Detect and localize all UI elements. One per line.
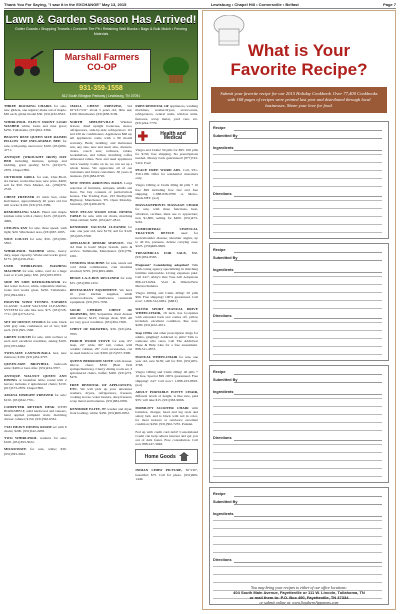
classified-ad-text: Viagra 100mg and Cialis 20mg! 40 pills + 10 free. Special $99 100% guaranteed. Free shipping! 24/7 Call now! 1-888-223-8818. (not): [135, 370, 199, 387]
classified-ad: [70, 225, 133, 238]
write-in-line[interactable]: [234, 382, 382, 383]
classified-ad: [4, 335, 67, 348]
write-in-line[interactable]: [234, 374, 382, 375]
classified-ad-heading: APPLIANCE REPAIR SERVICE.: [69, 240, 125, 245]
classified-ad-heading: NICE COUCH: [4, 237, 28, 242]
classified-ad-heading: USED WHIRLPOOL WASHING MACHINE: [4, 264, 67, 273]
classified-ad-text: 25 cubic feet, older Kelvinator, approximately 40 years old but still works; $100. (931)722-3389.: [4, 194, 67, 208]
classified-column-3: [135, 104, 198, 610]
classified-ad: [70, 339, 133, 356]
classified-ad-text: including mattress, springs and bedding, great quality; $175. (615)573-2879. Chapel Hill.: [4, 159, 67, 172]
recipe-title-line-1: What is Your: [247, 41, 351, 60]
house-icon: [179, 452, 189, 461]
classified-ad-text: WITH BOOKSHELF, solid hardwood and veneers, hand applied pumpkin stain, matching drawer cabinet; $150. (931)592-6561.: [4, 404, 67, 422]
classified-ad-text: for sale, Char-Broil, six burner, works like new, new price, $400; sell for $50. New Market, AL. (256)379-2518.: [4, 174, 67, 192]
write-in-line[interactable]: [234, 440, 382, 441]
classified-ad-text: 36"x30", beautiful; $75. Call for photo. (931)609-1446.: [135, 468, 199, 481]
classified-ad-text: bed, new mattress; $100. (931)434-3707.: [4, 350, 67, 359]
recipe-footer: [207, 585, 391, 605]
classified-ad: [4, 195, 67, 208]
classified-ad-text: with batteries, charger, head and leg rests and safety belt, and is black with red in color, for most indoors or outdoors; excellent condition; $450. (931)302-7235. Pulaski.: [135, 405, 199, 427]
write-in-line[interactable]: [234, 496, 382, 497]
header-right: Lewisburg • Chapel Hill • Cornersville • Belfast: [210, 2, 299, 7]
classified-ad-text: for sale, one year old, new $179; sell for $120. (931)205-3768.: [69, 225, 133, 238]
write-in-line[interactable]: [213, 284, 382, 285]
classified-ad-text: We have all your kitchen supplies, small wares/cookware, smallwares, restaurant equipment. (931)355-7050.: [69, 287, 133, 305]
write-in-line[interactable]: [213, 232, 382, 233]
lawn-ad-address: 812 South Ellington Parkway | Lewisburg, TN 37091: [61, 94, 141, 98]
classified-ad: [4, 405, 67, 422]
classified-ad-text: set with 6 chairs; $200. (931)542-2208.: [4, 424, 67, 433]
classified-ad-text: $50. (931)934-8565.: [135, 251, 199, 260]
write-in-line[interactable]: [213, 444, 382, 445]
classified-ad-heading: ADULT PORTABLE POTTY CHAIR,: [135, 389, 199, 394]
write-in-line[interactable]: [213, 582, 382, 583]
write-in-line[interactable]: [213, 536, 382, 537]
footer-line-4: or submit online at: www.SouthernApparons.com: [259, 600, 339, 605]
classified-ad-heading: TWO WHIRLPOOL: [4, 436, 38, 440]
page-number: Page 7: [383, 2, 396, 7]
classified-ad: [70, 276, 133, 284]
classified-ad-heading: SMALL CHEST FREEZER,: [69, 104, 122, 108]
write-in-line[interactable]: [213, 216, 382, 217]
coop-brand-co: CO-OP: [87, 62, 117, 72]
recipe-entry-block[interactable]: [209, 243, 389, 361]
classified-ad-text: $30. (931)434-7095.: [69, 327, 133, 336]
classified-ad-heading: PORCH WOOD STOVE: [69, 338, 111, 343]
classified-ad-text: washers for sale; $100. (931)393-3022.: [4, 436, 67, 445]
classified-ad: [70, 383, 133, 404]
lawn-garden-ad[interactable]: [4, 10, 198, 100]
classified-ad: [135, 430, 198, 447]
classified-ad: [70, 241, 133, 258]
classified-ad-heading: FREE REMOVAL OF APPLIANCES, ETC.: [69, 382, 133, 391]
write-in-line[interactable]: [213, 574, 382, 575]
classified-ad: [135, 251, 198, 259]
write-in-line[interactable]: [213, 422, 382, 423]
classified-ad-heading: BEAUTY REST QUEEN SIZE RAISED PILLOW TOP INFLATABLE BED: [4, 135, 67, 144]
shrub-icon: [161, 55, 191, 83]
classified-ad-heading: NORTH SHELBYVILLE: [69, 119, 114, 124]
classified-ad-heading: PEACE FREE WORD ADS.: [135, 167, 182, 172]
recipe-submission-form: [209, 121, 389, 605]
classified-ad: [4, 237, 67, 245]
classified-ad: [4, 436, 67, 444]
classified-ad: [4, 300, 67, 317]
classified-ad: [135, 331, 198, 352]
classified-ad-heading: VENDING MACHINE: [69, 260, 105, 265]
classified-ad: [135, 468, 198, 481]
write-in-line[interactable]: [213, 354, 382, 355]
directions-field-label: Directions: [213, 436, 232, 440]
classified-ad: [135, 168, 198, 181]
classified-ad-text: for sale, with recliner at each end; excellent condition, asking $100. (931)703-6662.: [4, 335, 67, 348]
classified-ad-text: Hand and maple kitchen table with 4 chairs; $125. (931)433-4969.: [4, 210, 67, 223]
classified-ad-text: Viagra 100mg or Cialis 20mg 40 pills + 10 free $99 including free fast and free shipping. 1-888-836-0780 or Metro-Meds.NET. (not): [135, 183, 199, 201]
write-in-line[interactable]: [213, 406, 382, 407]
classified-ad-text: Windsor drawer, dried upright bookcase, stereo, refrigerators, side-by-side refrigerators 110 and 220 air conditioners. Appliances $60 up. All appliances come with a 90 month warranty. Beds; bedding; and mattresses sets, any size, new and used; also, dressers, chairs, couch sets; recliners, tables, bookshelves, end tables; matching coffee tables/end tables. New and used appliances twice weekly. Come on in, we can set up a whole house. We appreciate all of our customers and future customers. 30 years in business. (931)684-8720.: [69, 119, 133, 179]
recipe-field-label: Recipe: [213, 492, 226, 496]
classified-ad: [4, 175, 67, 192]
classified-ad: [4, 425, 67, 433]
classified-ad-text: for sale, with six chairs, matching china cabinet; $450. (931)427-2812.: [69, 213, 133, 223]
classified-ad-text: for sale, white, can't do a huge load or it will jump; $50. (931)583-8703.: [4, 268, 67, 277]
write-in-line[interactable]: [213, 300, 382, 301]
classified-ad-heading: HOOVER WIND TUNNEL T-SERIES: [4, 299, 67, 304]
write-in-line[interactable]: [213, 208, 382, 209]
write-in-line[interactable]: [213, 322, 382, 323]
classified-ad-text: 18 inch, has footplates with extended back rest comes off, pillow included, excellent condition, like new. $200. (931)222-4011.: [135, 310, 199, 328]
classified-ad: [4, 249, 67, 262]
classified-ad-heading: SET OF OFFICE STOOLS: [4, 319, 46, 324]
classified-ad-text: for sale, 65" deep, 24" wide, 60" tall, comes with ceramic cabinet, 26" cord accessories, can be used inside or out; $300. (615)557-3390.: [69, 338, 133, 356]
classified-ad: [135, 183, 198, 200]
recipe-subtitle: Submit your favorite recipe for our 2015 Holiday Cookbook. Over 77,400 Cookbooks with 168 pages of recipes were printed last year and distributed through local businesses. Share your love for food.: [211, 87, 387, 113]
classified-ad: [70, 120, 133, 179]
health-medical-label: Health and Medical: [160, 130, 186, 142]
write-in-line[interactable]: [213, 460, 382, 461]
classified-ad: [135, 227, 198, 248]
classified-ad-heading: MASSAGEPRINTS MASSAGE CHAIR: [135, 203, 199, 208]
recipe-banner: [203, 11, 395, 113]
write-in-line[interactable]: [234, 318, 382, 319]
classified-ad-text: for sale, with three functions, heat, vibration, recliner, must see to appreciate; new $1,800, selling for $400. (931)473-9261.: [135, 207, 199, 225]
classified-ad-text: Large selection of furniture, antiques, smalls and more. We buy contents of partial/whole houses. The Trading Post, 193 Shelbyville Highway, Manchester, TN. Open Monday-Saturday. (931)409-2676.: [69, 181, 133, 207]
classified-ad-heading: TREADMILLS FOR SALE,: [135, 251, 187, 256]
classified-ad: [4, 135, 67, 152]
coop-brand: [53, 49, 151, 83]
submitted-by-field-label: Submitted By: [213, 134, 238, 138]
classified-ad: [4, 226, 67, 234]
write-in-line[interactable]: [234, 516, 382, 517]
classified-ad: [70, 181, 133, 206]
classified-ad: [135, 291, 198, 304]
classified-ad-heading: Stop OTRs: [135, 330, 153, 335]
classified-column-2: [70, 104, 133, 610]
classified-ad: [135, 203, 198, 224]
ingredients-field-label: Ingredients: [213, 146, 234, 150]
write-in-line[interactable]: [213, 520, 382, 521]
ingredients-field-label: Ingredients: [213, 512, 234, 516]
classified-ad-heading: MANUAL WHEELCHAIR: [135, 354, 178, 359]
classified-ad-text: for sale, new gliders, one regular; make out of maple. $65 each; glider model $30. (931)232-8522.: [4, 104, 67, 117]
home-goods-label: Home Goods: [144, 453, 176, 460]
classified-ad-heading: NEW ITEMS ARRIVING DAILY.: [69, 181, 123, 186]
recipe-title-line-2: Favorite Recipe?: [230, 60, 368, 79]
classified-ad: [4, 120, 67, 133]
classified-ad-heading: MOBILITY SCOOTER CHAIR: [135, 405, 189, 410]
classified-ad-heading: WHIRLPOOL WASHER: [4, 248, 45, 253]
classified-ad-text: for sale, with pump, used once; $100. (931)684-4771.: [4, 139, 67, 152]
classified-ad-text: CLASSIC 3-AMP VACUUM CLEANING SYSTEM for sale like new, $75. (931)728-7711. (931)273-6174.: [4, 303, 67, 317]
write-in-line[interactable]: [213, 276, 382, 277]
submitted-by-field-label: Submitted By: [213, 500, 238, 504]
write-in-line[interactable]: [213, 452, 382, 453]
recipe-field-label: Recipe: [213, 248, 226, 252]
lawn-mower-icon: [11, 51, 45, 77]
classified-ad-text: used for neck/shoulder disease, shoulder angles, up to 40 lbs, pressure, deluxe carrying case; $225. (256)469-9605.: [135, 231, 199, 249]
write-in-line[interactable]: [213, 430, 382, 431]
classified-ad-heading: SILVER SPORT MANUAL DRIVE WHEELCHAIR,: [135, 306, 199, 315]
write-in-line[interactable]: [234, 260, 382, 261]
classified-ad: [4, 210, 67, 223]
write-in-line[interactable]: [234, 394, 382, 395]
classified-ad-heading: SOLID CHERRY CHEST OF DRAWERS,: [69, 307, 133, 316]
footer-line-1: You may bring your recipes to either of our office locations:: [251, 585, 347, 590]
classified-ad: [135, 355, 198, 368]
chef-hat-icon: [211, 15, 247, 49]
classified-ad: [135, 263, 198, 288]
classified-ad: [4, 393, 67, 401]
recipe-field-label: Recipe: [213, 370, 226, 374]
write-in-line[interactable]: [234, 504, 382, 505]
classified-ad: [4, 362, 67, 370]
classified-ad: [70, 261, 133, 274]
write-in-line[interactable]: [213, 566, 382, 567]
classified-ad-heading: ANTIQUE WALNUT QUEEN ANN DINING: [4, 373, 67, 382]
classified-ad: [135, 370, 198, 387]
classified-ad-heading: NICE PECAN WOOD OVAL DINING TABLE: [69, 209, 133, 218]
health-medical-header: [135, 128, 198, 144]
classified-ad-heading: CEILING FAN: [4, 225, 28, 230]
classified-ad: [135, 148, 198, 165]
classified-ad: [4, 447, 67, 455]
classified-ad-heading: REMODELING SALE.: [4, 210, 41, 215]
classified-ad-heading: CHEST FREEZER: [4, 194, 35, 199]
classified-ad-text: with dresser, mirror, chest; $350 (Best firm springs/mattress). Cherry dining room set, 6 upholstered chairs, buffet; $400. (931)273-8476.: [69, 358, 133, 380]
write-in-line[interactable]: [213, 162, 382, 163]
coop-brand-name: Marshall Farmers: [64, 52, 140, 62]
classified-ad-text: and other prescription drugs for adults, gingling? Addicted to pills? Talk to someone who cares. Call The Addiction Hope & Help Line for a free assessment. 888-511-4873.: [135, 330, 199, 352]
classified-ad-text: HE washer and dryer, front loading, white; $450. (931)609-0052.: [69, 406, 133, 415]
classified-ad: [135, 390, 198, 403]
write-in-line[interactable]: [234, 562, 382, 563]
medical-cross-icon: [138, 131, 148, 141]
classified-ad-heading: 7/181 HEAVY DINING ROOM: [4, 424, 52, 429]
classified-ad-heading: KENMORE VACUUM CLEANER: [69, 225, 126, 230]
footer-line-2: 404 South Main Avenue, Fayetteville or 111 W. Lincoln, Tullahoma, TN: [233, 590, 365, 595]
classified-ad: [70, 210, 133, 223]
classified-ad: [70, 104, 133, 117]
classified-ad: [135, 307, 198, 328]
write-in-line[interactable]: [234, 252, 382, 253]
classified-ad-text: for sale, white; $30. (931)393-3022.: [4, 447, 67, 456]
classified-ad-heading: Pregnant? Considering adoption?: [135, 262, 190, 267]
classified-ad-text: for sale, snack and cold drink combination, coin machine attached; $795. (931)993-4686.: [69, 260, 133, 274]
write-in-line[interactable]: [213, 330, 382, 331]
classifieds-section: [4, 104, 198, 610]
classified-ad: [135, 406, 198, 427]
write-in-line[interactable]: [213, 170, 382, 171]
classified-ad-text: for sale; $150. (931)842-7701.: [4, 393, 67, 402]
write-in-line[interactable]: [213, 292, 382, 293]
classified-ad-text: 5x2 26"x31"x31" about 5 years old, little use; $100. Manchester. (931)636-3109.: [69, 104, 133, 117]
write-in-line[interactable]: [213, 186, 382, 187]
classified-ad-heading: BEIGE LA-Z-BOY RECLINER: [69, 276, 120, 281]
write-in-line[interactable]: [234, 138, 382, 139]
write-in-line[interactable]: [213, 308, 382, 309]
write-in-line[interactable]: [234, 150, 382, 151]
write-in-line[interactable]: [213, 338, 382, 339]
classified-ad-heading: MICROWAVE: [4, 447, 27, 452]
classified-ad-text: for sale, three speed, with light; $20. Winchester area. (931)967-1695.: [4, 225, 67, 235]
classified-ad-heading: COMPUTER RETURN DESK: [4, 404, 55, 409]
write-in-line[interactable]: [213, 414, 382, 415]
classified-ad-text: Call, 931-359-1188. Offer for residential customers only.: [135, 167, 199, 181]
write-in-line[interactable]: [213, 200, 382, 201]
directions-field-label: Directions: [213, 192, 232, 196]
classified-ad: [4, 280, 67, 297]
submitted-by-field-label: Submitted By: [213, 378, 238, 382]
classified-ad: [70, 288, 133, 305]
classified-ad-text: appliances, washing machines, washer/dryers, stove/ovens, refrigerators, central units, window units, furnaces, scrap metal, yard care, etc. (931)244-7779.: [135, 104, 199, 125]
ingredients-field-label: Ingredients: [213, 390, 234, 394]
lawn-ad-title: Lawn & Garden Season Has Arrived!: [5, 14, 197, 26]
submitted-by-field-label: Submitted By: [213, 256, 238, 260]
write-in-line[interactable]: [213, 468, 382, 469]
classified-ad-text: white, looks and runs great; $250. Tullahoma. (931)841-3366.: [4, 123, 67, 133]
classified-ad-heading: QUEEN-SIZE BROYHILL: [4, 362, 50, 367]
classified-ad-heading: RESTAURANT EQUIPMENT.: [69, 287, 118, 292]
classified-ad-text: or breakfast table, round with 2 leaves; includes 2 upholstered chairs; $150. (615)573-2879. Chapel Hill.: [4, 377, 67, 391]
classified-ad: [4, 155, 67, 172]
lawn-ad-items: Gutter Guards • Shopping Trowels • Concrete Tire Pit • Retaining Wall Blocks • Bags & Bulk Mulch • Fencing Materials: [15, 27, 187, 36]
classified-ad-text: ice and water in door, white, adjustable shelves, looks and works great, $250. Tullahoma. (931)394-9021.: [4, 279, 67, 297]
classified-ad-text: The old man is back! Major brands, parts & service. Tullahoma, Manchester. (931)739-2261.: [69, 240, 133, 258]
classified-ad: [4, 320, 67, 333]
classified-ad-text: different levels of height, is like new, paid $35; will take $15. (931)363-9666.: [135, 394, 199, 403]
classified-ad-heading: COMFORTRAC CERVICAL TRACTION DEVICE: [135, 227, 199, 236]
recipe-field-label: Recipe: [213, 126, 226, 130]
ingredients-field-label: Ingredients: [213, 268, 234, 272]
write-in-line[interactable]: [213, 346, 382, 347]
directions-field-label: Directions: [213, 558, 232, 562]
classified-ad-heading: TWIN-SIZE CANNON-BALL: [4, 350, 51, 355]
classified-ad: [4, 374, 67, 391]
write-in-line[interactable]: [213, 476, 382, 477]
classified-ad-heading: AMANA UPRIGHT FREEZER: [4, 393, 54, 398]
write-in-line[interactable]: [213, 178, 382, 179]
classified-ad: [135, 104, 198, 125]
classified-ad-text: Fed up with credit card debt? Consolidated Credit can help relieve interest and get you out of debt faster. Free consultation. Call now 888-247-3048.: [135, 429, 199, 447]
classified-ad-heading: CHEST OF DRAWERS,: [69, 327, 109, 332]
classified-ad-text: bedroom suite; $400 or best offer. (931)434-3707.: [4, 362, 67, 371]
classified-ad-heading: THREE ROCKING CHAIRS: [4, 104, 52, 108]
classified-ad-heading: OUTDOOR GRILL: [4, 174, 36, 179]
classified-ad-text: Viagra and Cialis! 50 pills for $95. 100 pills for $150, free shipping. No prescriptions needed. Money back guaranteed! (877)743-5419. Fast!: [135, 148, 199, 165]
write-in-line[interactable]: [213, 544, 382, 545]
classified-column-1: [4, 104, 67, 610]
classified-ad-heading: SIDE BY SIDE REFRIGERATOR: [4, 279, 61, 284]
classified-ad: [70, 359, 133, 380]
write-in-line[interactable]: [213, 528, 382, 529]
classified-ad-heading: ANTIQUE (WROUGHT IRON) DAY BED: [4, 155, 67, 164]
classified-ad-text: for sale; $50. (931)580-5852.: [4, 237, 67, 246]
write-in-line[interactable]: [213, 154, 382, 155]
lawn-ad-phone: 931-359-1558: [79, 85, 123, 92]
classified-ad-text: white, heavy duty, super capacity. Works and works great; $175. (931)259-2541.: [4, 248, 67, 262]
footer-line-3: or mail them to: P.O. Box 490, Fayetteville, TN 37334: [249, 595, 349, 600]
classified-ad: [70, 407, 133, 415]
write-in-line[interactable]: [234, 130, 382, 131]
classified-ad-text: for sale, one year old, new $130; sell for $50. (931)205-3768.: [135, 354, 199, 367]
classified-ad-text: We will pick up your unwanted washers, dryers, refrigerators, freezers, cooking stoves, water heaters, deep freezers, scrap metal and batteries. (931)684-0050.: [69, 386, 133, 404]
write-in-line[interactable]: [213, 398, 382, 399]
classified-ad: [4, 104, 67, 117]
recipe-contest-panel: [202, 10, 396, 610]
classified-ad-text: Talk with caring agency specializing in matching families nationwide. Living expenses paid. Call 24/7, Abby's One True Gift Adoptions 866-413-6294. Void in Illinois/New Mexico/Indiana.: [135, 262, 199, 288]
classified-ad: [70, 327, 133, 335]
classified-ad-text: for sale, black with gray side, cushioned, set of two; $40 each. (931)595-1568.: [4, 319, 67, 332]
recipe-entry-block[interactable]: [209, 365, 389, 483]
write-in-line[interactable]: [234, 196, 382, 197]
home-goods-header: [135, 449, 198, 464]
directions-field-label: Directions: [213, 314, 232, 318]
left-page-column: [4, 10, 198, 610]
classified-ad-heading: INDIAN CHIEF PICTURE,: [135, 468, 183, 473]
classified-ad-heading: QUEEN BEDROOM SUITE: [69, 358, 114, 363]
classified-ad: [70, 308, 133, 325]
classified-ad-heading: WHIRLPOOL ELECT FRONT LOAD WASHER: [4, 119, 67, 128]
classified-ad-text: Viagra 100mg and Cialis 20mg! 50 pills $99. Free shipping! 100% guaranteed. Call now! 1-866-312-6061. (MRT): [135, 290, 199, 304]
classified-ad-text: $80; Serpentine chest dresser with mirror; $125; vintage chair, $50. All are very good condition. (931)364-7368.: [69, 311, 133, 325]
write-in-line[interactable]: [213, 224, 382, 225]
header-left: Thank You For Saying, "I saw it in the EXCHANGE" May 13, 2015: [4, 2, 127, 7]
classified-ad-text: for sale; $25. (931)389-1452.: [69, 276, 133, 285]
recipe-entry-block[interactable]: [209, 121, 389, 239]
write-in-line[interactable]: [234, 272, 382, 273]
page-header: [4, 2, 396, 9]
classified-ad: [4, 264, 67, 277]
classified-ad-heading: GREEN COUCH: [4, 335, 31, 340]
classified-ad-heading: FREE REMOVAL OF: [135, 104, 169, 108]
classified-ad-heading: KENMORE ELITE,: [69, 406, 101, 411]
classified-ad: [4, 351, 67, 359]
write-in-line[interactable]: [213, 552, 382, 553]
